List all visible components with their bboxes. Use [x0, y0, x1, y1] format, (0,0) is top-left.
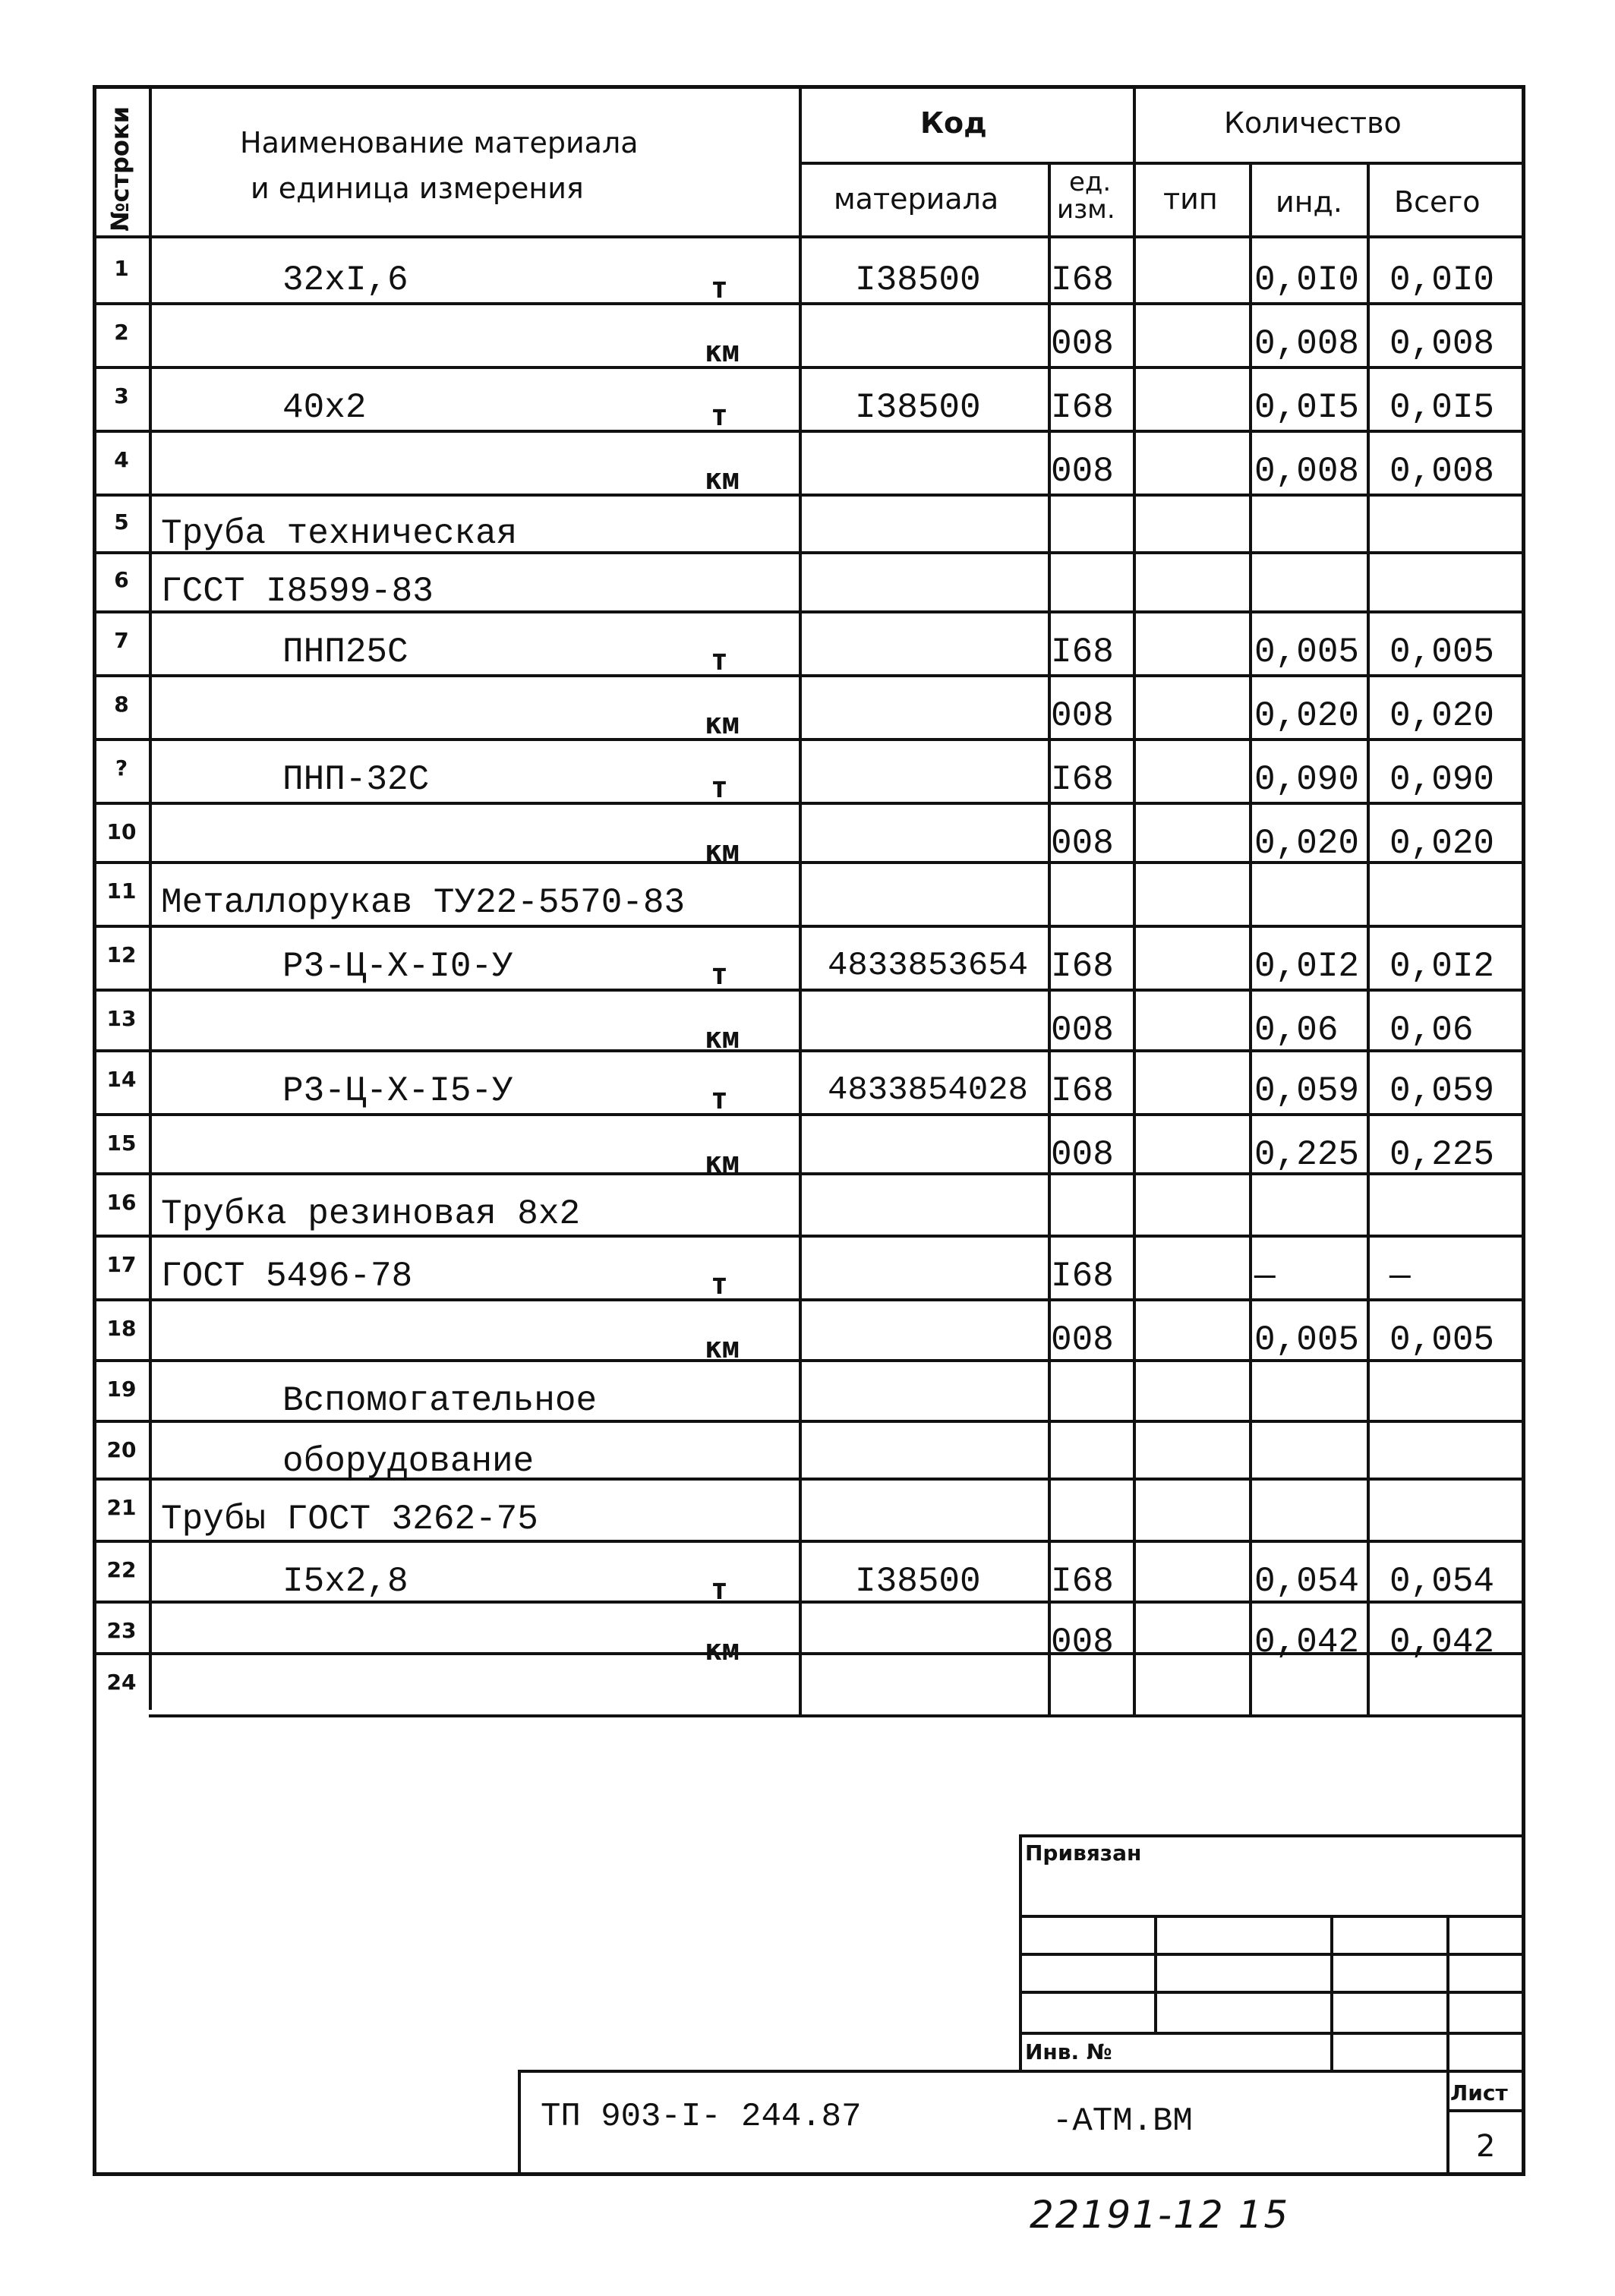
unit-label: т [711, 957, 728, 991]
row-number: 6 [114, 567, 129, 592]
code-header: Код [920, 106, 987, 140]
material-name: 40x2 [282, 388, 367, 427]
row-number: 19 [106, 1377, 137, 1402]
total-quantity: 0,020 [1389, 824, 1495, 863]
individual-quantity: — [1254, 1257, 1276, 1296]
individual-quantity: 0,042 [1254, 1623, 1360, 1662]
total-quantity: 0,008 [1389, 452, 1495, 491]
total-quantity: — [1389, 1257, 1411, 1296]
unit-code: I68 [1051, 1071, 1114, 1111]
material-name: Металлорукав ТУ22-5570-83 [161, 883, 686, 922]
material-name: ПНП-32С [282, 760, 430, 800]
row-number: 21 [106, 1495, 137, 1520]
col-line-ind [1249, 162, 1252, 1717]
row-number: 4 [114, 447, 129, 472]
unit-label: т [711, 1082, 728, 1115]
ind-header: инд. [1276, 185, 1342, 219]
individual-quantity: 0,059 [1254, 1071, 1360, 1111]
row-number: 24 [106, 1670, 137, 1695]
unit-label: км [705, 1633, 740, 1667]
row-number: 14 [106, 1067, 137, 1092]
individual-quantity: 0,0I5 [1254, 388, 1360, 427]
material-name: I5x2,8 [282, 1562, 408, 1601]
total-quantity: 0,054 [1389, 1562, 1495, 1601]
row-divider [93, 1235, 1525, 1238]
row-number: 1 [114, 256, 129, 281]
individual-quantity: 0,054 [1254, 1562, 1360, 1601]
row-number: 2 [114, 320, 129, 345]
document-code: ТП 903-I- 244.87 [541, 2098, 862, 2136]
unit-code: I68 [1051, 1257, 1114, 1296]
unit-label: км [705, 335, 740, 368]
material-code: I38500 [855, 388, 981, 427]
bound-label: Привязан [1025, 1840, 1142, 1866]
material-name: Р3-Ц-Х-I0-У [282, 947, 513, 986]
total-quantity: 0,090 [1389, 760, 1495, 800]
material-name: ПНП25С [282, 632, 408, 672]
material-code: 4833853654 [828, 947, 1029, 985]
row-number: 5 [114, 509, 129, 535]
row-divider [93, 366, 1525, 369]
table-bottom-line [149, 1714, 1525, 1717]
total-header: Всего [1394, 185, 1481, 219]
handwritten-number: 22191-12 15 [1030, 2193, 1290, 2237]
total-quantity: 0,0I0 [1389, 260, 1495, 300]
row-divider [93, 802, 1525, 805]
unit-label: т [711, 399, 728, 432]
row-divider [93, 430, 1525, 433]
total-quantity: 0,059 [1389, 1071, 1495, 1111]
individual-quantity: 0,0I0 [1254, 260, 1360, 300]
material-name: Трубы ГОСТ 3262-75 [161, 1500, 538, 1539]
unit-label: т [711, 643, 728, 676]
unit-label: км [705, 1146, 740, 1179]
unit-code: 008 [1051, 1135, 1114, 1175]
row-number-header: №строки [106, 106, 134, 232]
unit-label: км [705, 1021, 740, 1055]
individual-quantity: 0,06 [1254, 1011, 1339, 1050]
row-number: 7 [114, 628, 129, 653]
header-divider [93, 235, 1525, 238]
col-line-code [799, 85, 802, 1717]
individual-quantity: 0,005 [1254, 632, 1360, 672]
col-line-total [1367, 162, 1370, 1717]
unit-code: 008 [1051, 696, 1114, 736]
unit-code: I68 [1051, 947, 1114, 986]
material-name: Вспомогательное [282, 1381, 598, 1421]
col-line-qty [1133, 85, 1136, 1717]
total-quantity: 0,06 [1389, 1011, 1474, 1050]
row-number: ? [115, 755, 128, 781]
title-block-left [518, 2070, 521, 2176]
row-number: 22 [106, 1557, 137, 1582]
row-divider [93, 925, 1525, 928]
unit-code: 008 [1051, 1011, 1114, 1050]
total-quantity: 0,008 [1389, 324, 1495, 364]
material-code: I38500 [855, 1562, 981, 1601]
individual-quantity: 0,008 [1254, 324, 1360, 364]
row-number: 16 [106, 1190, 137, 1215]
individual-quantity: 0,020 [1254, 696, 1360, 736]
material-name: оборудование [282, 1442, 535, 1481]
row-number: 11 [106, 878, 137, 904]
unit-code: I68 [1051, 388, 1114, 427]
row-number: 20 [106, 1437, 137, 1462]
material-name: 32xI,6 [282, 260, 408, 300]
unit-label: км [705, 834, 740, 868]
unit-header-line1: ед. [1069, 167, 1112, 197]
sheet-label: Лист [1450, 2080, 1508, 2105]
row-number: 15 [106, 1131, 137, 1156]
unit-header-line2: изм. [1057, 194, 1115, 225]
material-name: Трубка резиновая 8x2 [161, 1194, 581, 1234]
unit-label: т [711, 1572, 728, 1606]
unit-code: I68 [1051, 760, 1114, 800]
stamp-top-line [1019, 1834, 1525, 1837]
individual-quantity: 0,225 [1254, 1135, 1360, 1175]
total-quantity: 0,005 [1389, 632, 1495, 672]
total-quantity: 0,042 [1389, 1623, 1495, 1662]
row-divider [93, 738, 1525, 741]
total-quantity: 0,0I5 [1389, 388, 1495, 427]
individual-quantity: 0,008 [1254, 452, 1360, 491]
total-quantity: 0,225 [1389, 1135, 1495, 1175]
individual-quantity: 0,020 [1254, 824, 1360, 863]
unit-code: 008 [1051, 324, 1114, 364]
unit-code: 008 [1051, 452, 1114, 491]
subheader-divider [799, 162, 1525, 165]
unit-label: т [711, 1267, 728, 1301]
unit-label: км [705, 707, 740, 740]
document-suffix: -АТМ.ВМ [1052, 2102, 1193, 2140]
stamp-vline-3 [1446, 1915, 1449, 2176]
unit-label: т [711, 771, 728, 804]
title-block-top [518, 2070, 1525, 2073]
inventory-label: Инв. № [1025, 2039, 1112, 2064]
unit-code: I68 [1051, 260, 1114, 300]
row-divider [93, 302, 1525, 305]
name-header-line2: и единица измерения [251, 172, 584, 205]
material-code: I38500 [855, 260, 981, 300]
row-divider [93, 494, 1525, 497]
quantity-header: Количество [1224, 106, 1402, 140]
unit-code: I68 [1051, 632, 1114, 672]
row-divider [93, 1298, 1525, 1301]
individual-quantity: 0,090 [1254, 760, 1360, 800]
material-name: Труба техническая [161, 514, 518, 554]
unit-label: км [705, 462, 740, 496]
unit-code: 008 [1051, 824, 1114, 863]
row-number: 23 [106, 1618, 137, 1643]
row-number: 13 [106, 1006, 137, 1031]
individual-quantity: 0,0I2 [1254, 947, 1360, 986]
row-divider [93, 1113, 1525, 1116]
stamp-vline-2 [1330, 1915, 1333, 2070]
row-number: 8 [114, 692, 129, 717]
material-name: ГССТ I8599-83 [161, 572, 434, 611]
type-header: тип [1163, 182, 1218, 216]
row-number: 3 [114, 383, 129, 408]
row-divider [93, 674, 1525, 677]
sheet-number: 2 [1476, 2129, 1496, 2164]
individual-quantity: 0,005 [1254, 1320, 1360, 1360]
material-code: 4833854028 [828, 1071, 1029, 1109]
material-name: ГОСТ 5496-78 [161, 1257, 413, 1296]
name-header-line1: Наименование материала [240, 126, 639, 159]
sheet-label-divider [1446, 2109, 1525, 2112]
row-number: 12 [106, 942, 137, 967]
stamp-vline-1 [1154, 1915, 1157, 2032]
total-quantity: 0,020 [1389, 696, 1495, 736]
material-code-header: материала [834, 182, 999, 216]
unit-label: т [711, 271, 728, 304]
material-name: Р3-Ц-Х-I5-У [282, 1071, 513, 1111]
row-number: 17 [106, 1252, 137, 1277]
total-quantity: 0,0I2 [1389, 947, 1495, 986]
total-quantity: 0,005 [1389, 1320, 1495, 1360]
unit-code: 008 [1051, 1320, 1114, 1360]
row-number: 10 [106, 819, 137, 844]
row-divider [93, 1540, 1525, 1543]
unit-label: км [705, 1331, 740, 1364]
row-number: 18 [106, 1316, 137, 1341]
unit-code: I68 [1051, 1562, 1114, 1601]
row-divider [93, 989, 1525, 992]
unit-code: 008 [1051, 1623, 1114, 1662]
